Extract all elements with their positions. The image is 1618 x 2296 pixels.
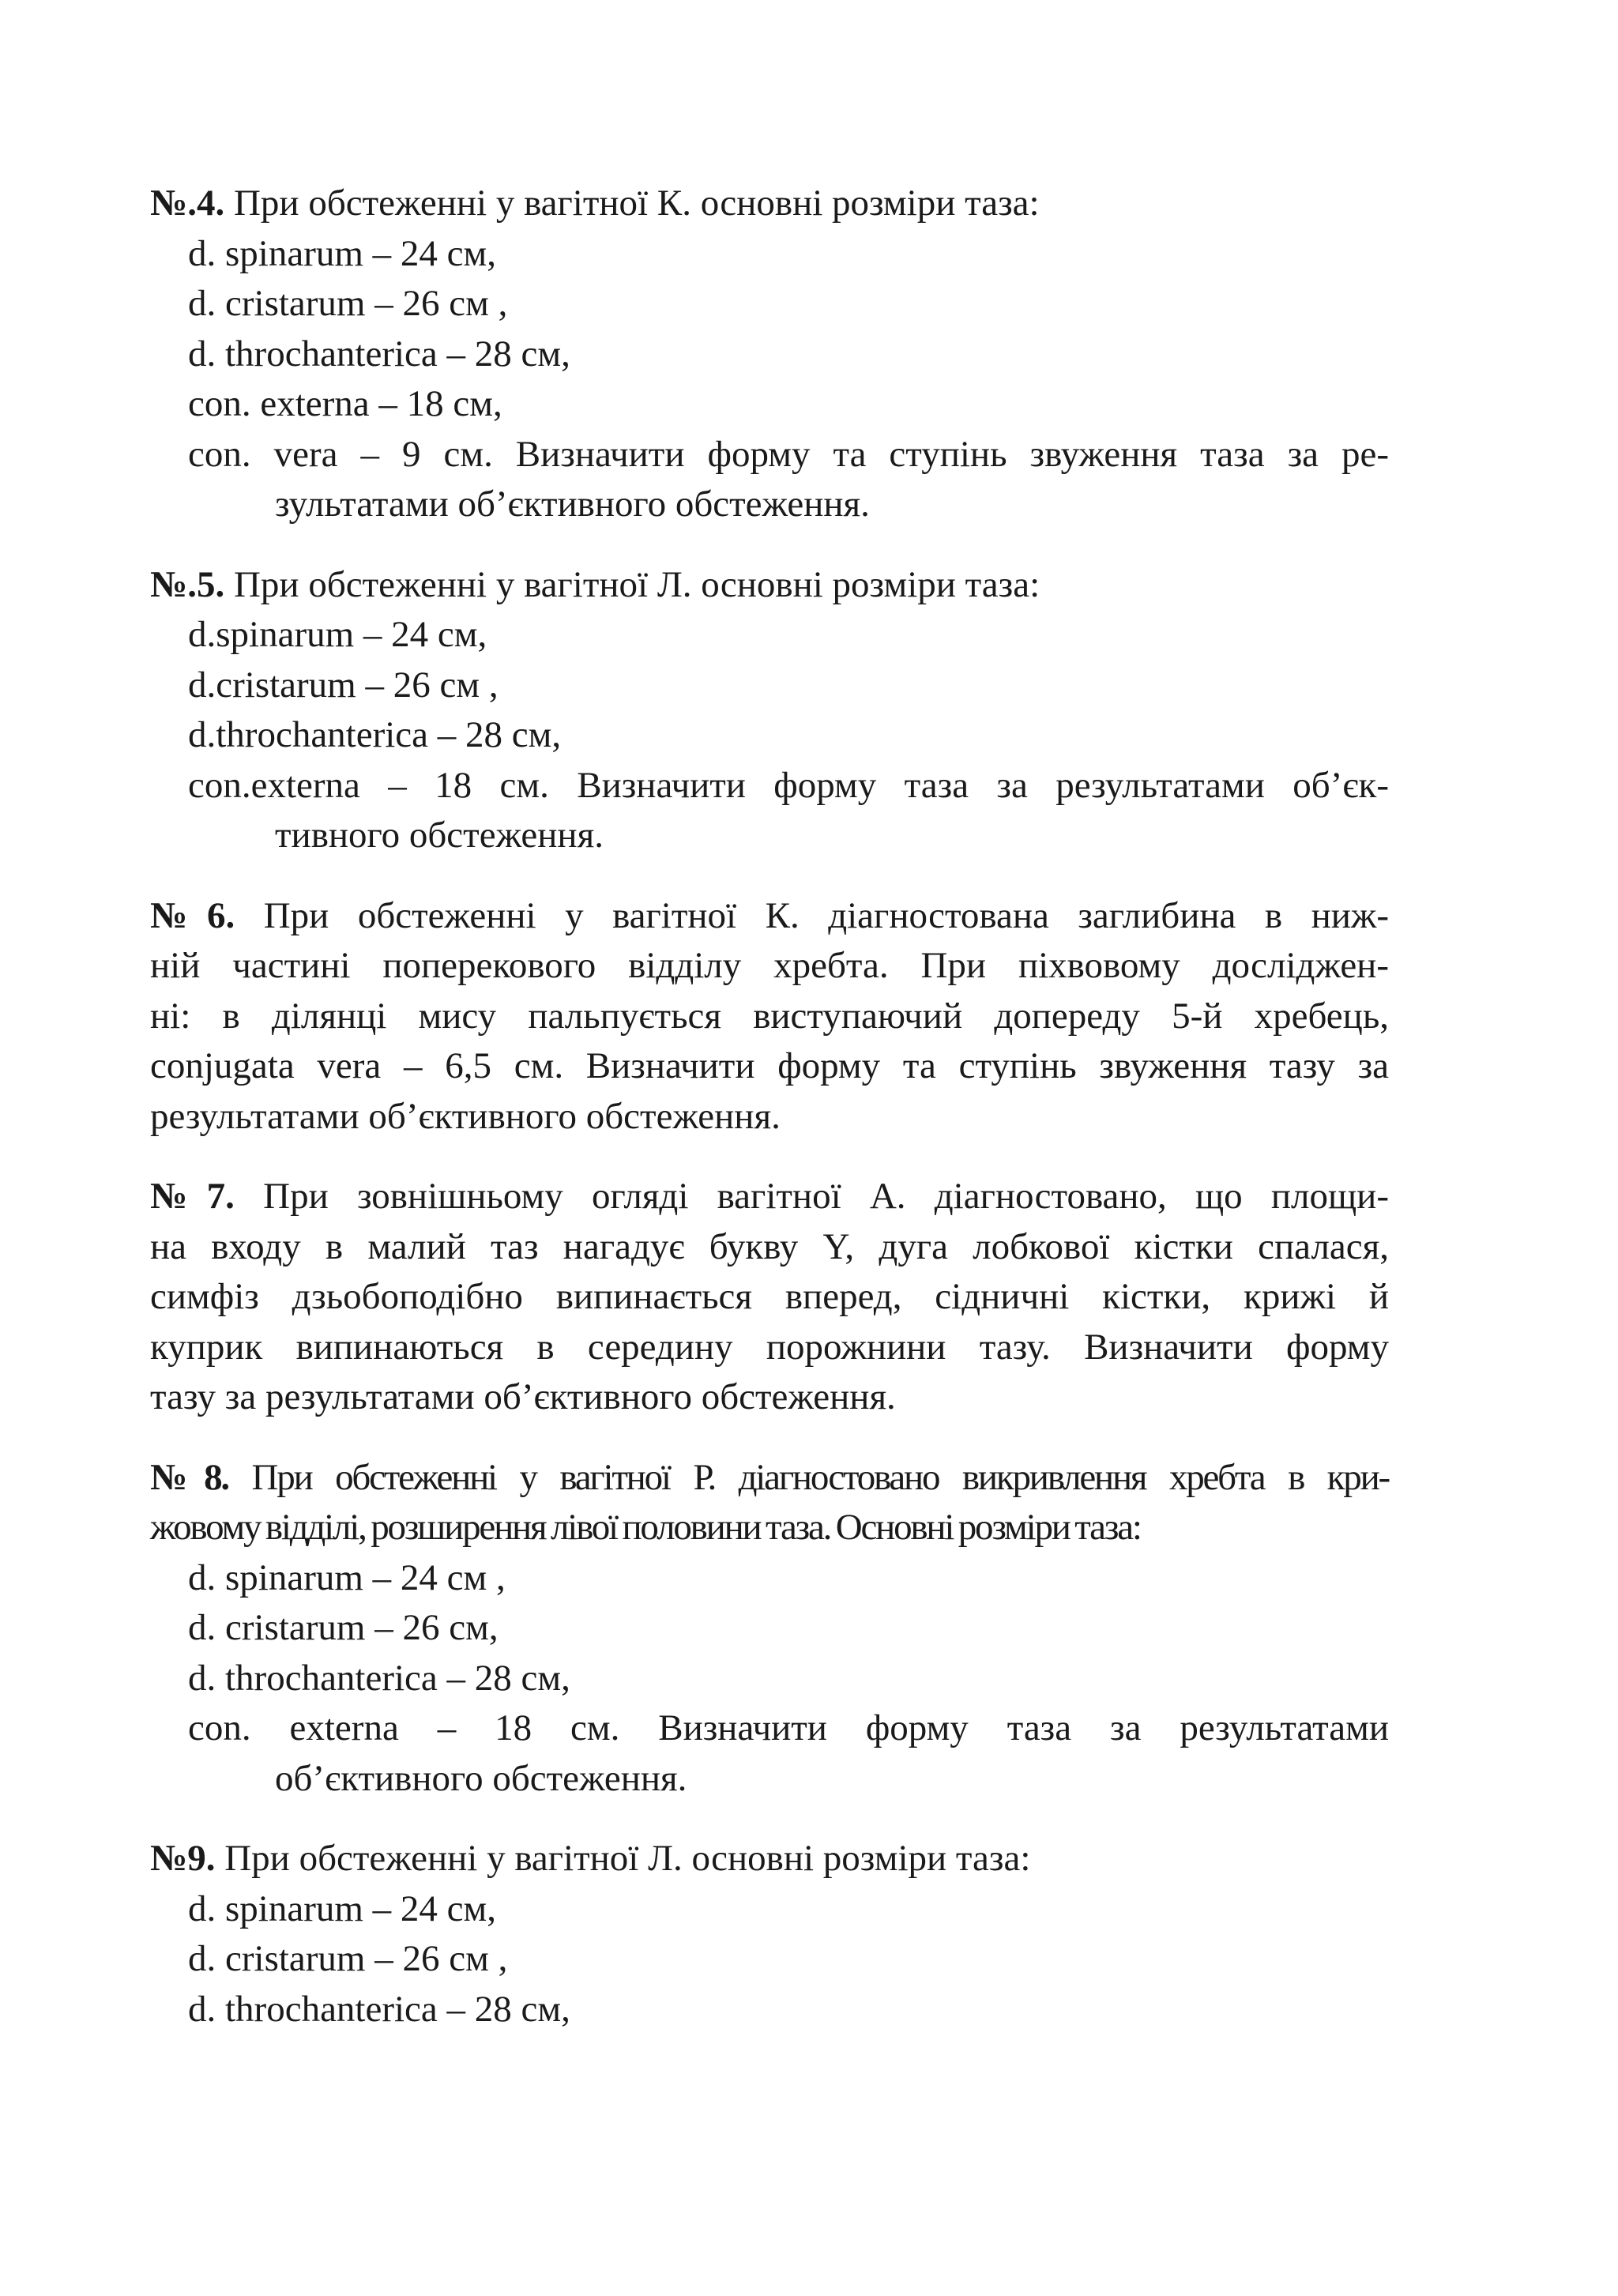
problem-heading: [150, 179, 1389, 229]
measurement-item-with-question: con.externa – 18 см. Визначити форму таза за результатами об’єк-: [188, 764, 1389, 806]
problem-number: №7.: [150, 1176, 235, 1217]
problem-heading: [150, 560, 1389, 611]
problem-text-line: При обстеженні у вагітної Р. діагностовано викривлення хребта в кри-: [228, 1456, 1389, 1498]
question-continuation: об’єктивного обстеження.: [275, 1757, 687, 1799]
problem-7: [150, 1172, 1389, 1423]
measurement-item-with-question: con. vera – 9 см. Визначити форму та ступінь звуження таза за ре-: [188, 433, 1389, 475]
measurement-item: d.cristarum – 26 см ,: [188, 664, 499, 706]
problem-text-line: conjugata vera – 6,5 см. Визначити форму та ступінь звуження тазу за: [150, 1045, 1389, 1086]
problem-heading: [150, 1834, 1389, 1884]
problem-6: [150, 891, 1389, 1142]
problem-intro: При обстеженні у вагітної Л. основні розміри таза:: [224, 563, 1040, 605]
measurement-item: d.throchanterica – 28 см,: [188, 714, 562, 755]
measurement-item: d. cristarum – 26 см ,: [188, 1938, 508, 1979]
measurement-item: d. spinarum – 24 см,: [188, 232, 497, 274]
problem-text-line: куприк випинаються в середину порожнини тазу. Визначити форму: [150, 1326, 1389, 1368]
problem-text-line: При обстеженні у вагітної К. діагностована заглибина в ниж-: [235, 894, 1389, 936]
document-page: [150, 179, 1389, 2065]
problem-text-line: При зовнішньому огляді вагітної А. діагностовано, що площи-: [234, 1176, 1389, 1217]
measurement-item: d. spinarum – 24 см ,: [188, 1556, 506, 1598]
problem-number: №.5.: [150, 563, 225, 605]
problem-number: №9.: [150, 1838, 216, 1879]
problem-intro: При обстеженні у вагітної К. основні розміри таза:: [224, 183, 1040, 224]
problem-text-line: ні: в ділянці мису пальпується виступаючий допереду 5-й хребець,: [150, 995, 1389, 1037]
measurement-item: d. throchanterica – 28 см,: [188, 333, 570, 375]
question-continuation: тивного обстеження.: [275, 815, 604, 856]
measurement-item: d. cristarum – 26 см,: [188, 1607, 499, 1648]
problem-text-line: результатами об’єктивного обстеження.: [150, 1095, 781, 1137]
problem-8: [150, 1453, 1389, 1805]
measurement-item: d. spinarum – 24 см,: [188, 1888, 497, 1929]
problem-number: №6.: [150, 894, 235, 936]
measurement-item: d. throchanterica – 28 см,: [188, 1657, 570, 1699]
problem-text-line: симфіз дзьобоподібно випинається вперед, сідничні кістки, крижі й: [150, 1276, 1389, 1317]
measurement-item: d. throchanterica – 28 см,: [188, 1988, 570, 2030]
problem-text-line: тазу за результатами об’єктивного обстеження.: [150, 1376, 896, 1417]
question-continuation: зультатами об’єктивного обстеження.: [275, 484, 870, 525]
problem-number: №.4.: [150, 183, 225, 224]
problem-intro: При обстеженні у вагітної Л. основні розміри таза:: [215, 1838, 1031, 1879]
measurement-item: con. externa – 18 см,: [188, 383, 502, 424]
measurement-item: d.spinarum – 24 см,: [188, 614, 487, 655]
problem-text-line: ній частині поперекового відділу хребта. При піхвовому досліджен-: [150, 945, 1389, 986]
problem-4: [150, 179, 1389, 530]
problem-number: №8.: [150, 1456, 228, 1498]
problem-text-line: жовому відділі, розширення лівої половини таза. Основні розміри таза:: [150, 1507, 1141, 1548]
measurement-item: d. cristarum – 26 см ,: [188, 283, 508, 324]
problem-text-line: на входу в малий таз нагадує букву Y, дуга лобкової кістки спалася,: [150, 1225, 1389, 1267]
problem-5: [150, 560, 1389, 861]
problem-9: [150, 1834, 1389, 2034]
measurement-item-with-question: con. externa – 18 см. Визначити форму таза за результатами: [188, 1707, 1389, 1748]
